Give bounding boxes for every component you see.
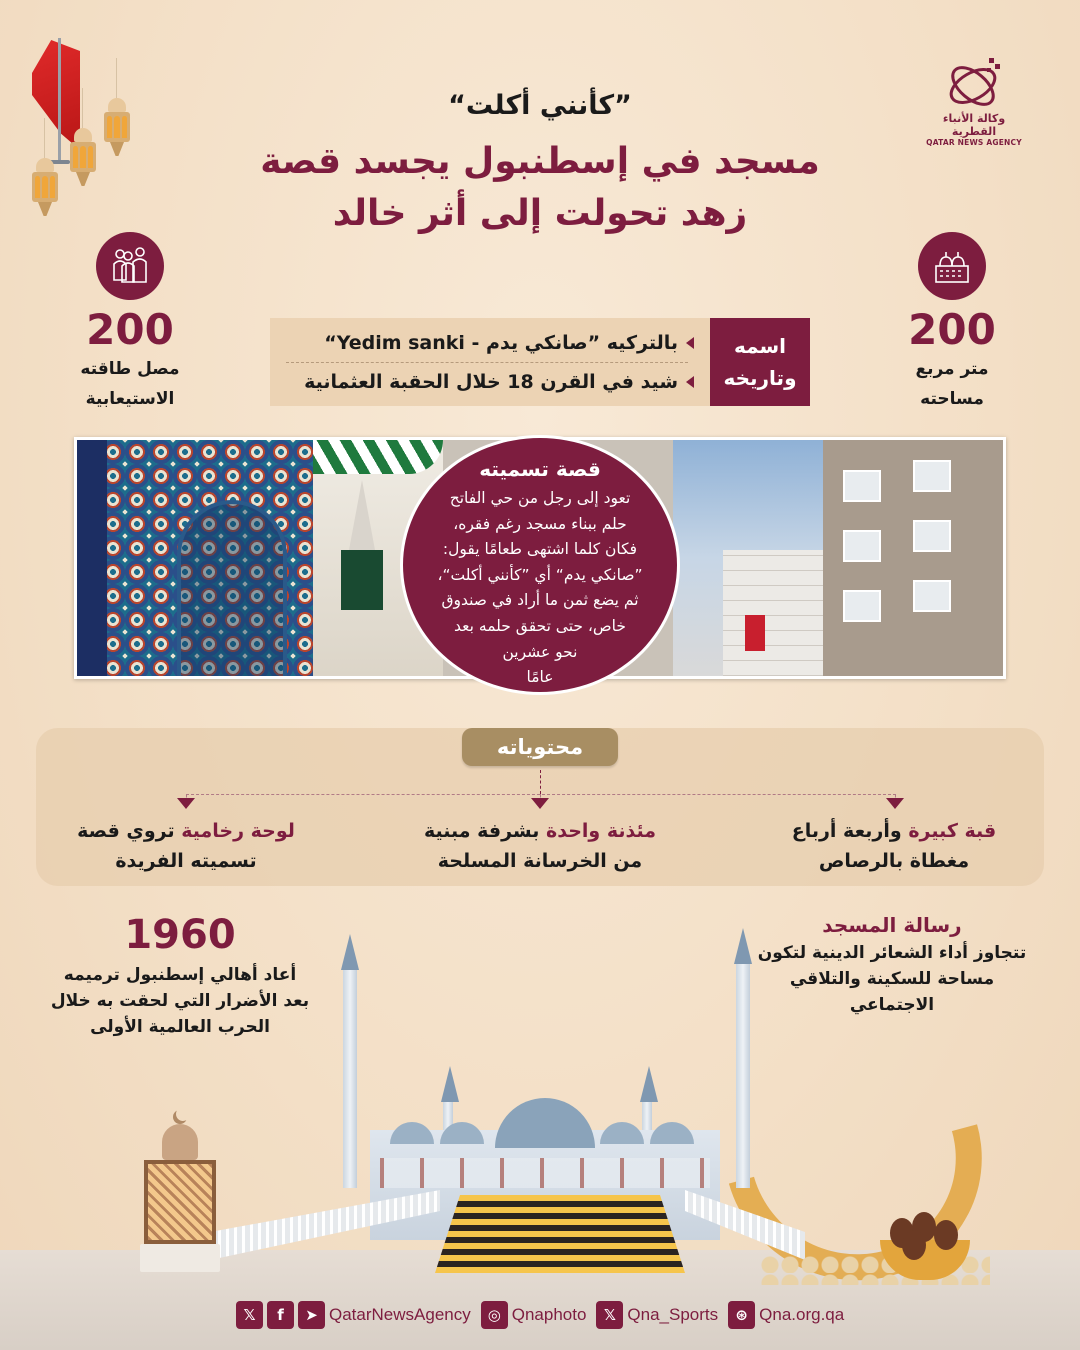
- restoration-year: 1960: [124, 912, 236, 958]
- social-handle-qnaphoto[interactable]: Qnaphoto: [511, 1305, 587, 1324]
- message-line: تتجاوز أداء الشعائر الدينية لتكون: [757, 943, 1027, 963]
- item-highlight: مئذنة واحدة: [546, 820, 657, 842]
- area-value: 200: [908, 305, 996, 354]
- restoration-line: أعاد أهالي إسطنبول ترميمه: [63, 965, 297, 985]
- story-line: ثم يضع ثمن ما أراد في صندوق: [441, 591, 639, 610]
- dates-bowl-icon: [870, 1210, 980, 1280]
- area-label-1: متر مربع: [915, 359, 989, 379]
- title-line-2: زهد تحولت إلى أثر خالد: [332, 193, 748, 234]
- restoration-block: [50, 910, 310, 1040]
- name-history-row: [286, 363, 694, 401]
- area-stat: [882, 232, 1022, 414]
- instagram-icon[interactable]: ◎: [481, 1301, 508, 1329]
- story-line: ”صانكي يدم“ أي ”كأنني أكلت“،: [437, 565, 643, 584]
- message-title: رسالة المسجد: [822, 913, 962, 937]
- lit-stairs: [435, 1195, 685, 1273]
- bullet-arrow-icon: [686, 376, 694, 388]
- arrow-down-icon: [886, 798, 904, 809]
- worshippers-icon: [96, 232, 164, 300]
- message-line: مساحة للسكينة والتلاقي: [789, 969, 995, 989]
- tag-line-2: وتاريخه: [723, 366, 797, 390]
- contents-item-plaque: [56, 816, 316, 876]
- item-text: من الخرسانة المسلحة: [437, 850, 643, 872]
- story-line: حلم ببناء مسجد رغم فقره،: [453, 514, 627, 533]
- capacity-stat: [60, 232, 200, 414]
- story-line: تعود إلى رجل من حي الفاتح: [449, 489, 631, 507]
- name-history-rows: [270, 318, 710, 406]
- telegram-icon[interactable]: ➤: [298, 1301, 325, 1329]
- web-icon[interactable]: ⊛: [728, 1301, 755, 1329]
- story-line: عامًا: [526, 668, 554, 687]
- message-line: الاجتماعي: [849, 995, 935, 1015]
- item-text: تروي قصة: [77, 820, 182, 842]
- naming-story-circle: [400, 435, 680, 695]
- name-history-box: [270, 318, 810, 406]
- arrow-down-icon: [531, 798, 549, 809]
- capacity-label-2: الاستيعابية: [85, 389, 175, 409]
- mosque-exterior-photo: [673, 440, 1003, 676]
- subtitle: ”كأنني أكلت“: [448, 90, 632, 121]
- item-text: تسميته الفريدة: [115, 850, 257, 872]
- social-handle-qatarnewsagency[interactable]: QatarNewsAgency: [329, 1305, 471, 1324]
- social-footer: [236, 1300, 850, 1330]
- built-date-text: شيد في القرن 18 خلال الحقبة العثمانية: [304, 370, 678, 393]
- tag-line-1: اسمه: [733, 334, 787, 358]
- name-history-row: [286, 324, 694, 362]
- story-line: نحو عشرين: [502, 642, 578, 661]
- page-title: [0, 136, 1080, 240]
- bullet-arrow-icon: [686, 337, 694, 349]
- mosque-icon: [918, 232, 986, 300]
- social-handle-qna-sports[interactable]: Qna_Sports: [627, 1305, 719, 1324]
- logo-english-name: QATAR NEWS AGENCY: [926, 138, 1022, 147]
- item-highlight: قبة كبيرة: [908, 820, 997, 842]
- facebook-icon[interactable]: f: [267, 1301, 294, 1329]
- message-text: [752, 940, 1032, 1018]
- restoration-text: [50, 962, 310, 1040]
- contents-title: محتوياته: [462, 728, 618, 766]
- capacity-value: 200: [86, 305, 174, 354]
- title-line-1: مسجد في إسطنبول يجسد قصة: [260, 141, 820, 182]
- contents-item-dome: [764, 816, 1024, 876]
- restoration-line: بعد الأضرار التي لحقت به خلال: [50, 991, 310, 1011]
- contents-panel: [36, 728, 1044, 886]
- turkish-name-text: بالتركيه ”صانكي يدم - Yedim sanki“: [324, 331, 678, 354]
- item-text: وأربعة أرباع: [791, 820, 909, 842]
- item-highlight: لوحة رخامية: [181, 820, 295, 842]
- capacity-label-1: مصل طاقته: [80, 359, 180, 379]
- contents-item-minaret: [410, 816, 670, 876]
- story-body: [403, 486, 677, 691]
- connector-line: [540, 770, 541, 794]
- story-line: فكان كلما اشتهى طعامًا يقول:: [442, 540, 638, 559]
- mosque-message-block: [752, 910, 1032, 1018]
- website-link[interactable]: Qna.org.qa: [759, 1305, 845, 1324]
- interior-tiles-photo: [77, 440, 313, 676]
- area-label-2: مساحته: [920, 389, 984, 409]
- item-text: مغطاة بالرصاص: [818, 850, 970, 872]
- lantern-icon: [140, 1110, 220, 1270]
- logo-arabic-name: وكالة الأنباء القطرية: [942, 112, 1006, 138]
- restoration-line: الحرب العالمية الأولى: [90, 1017, 270, 1037]
- story-title: قصة تسميته: [479, 457, 601, 481]
- arrow-down-icon: [177, 798, 195, 809]
- x-icon[interactable]: 𝕏: [236, 1301, 263, 1329]
- name-history-tag: [710, 318, 810, 406]
- item-text: بشرفة مبنية: [423, 820, 547, 842]
- story-line: خاص، حتى تحقق حلمه بعد: [454, 616, 626, 635]
- connector-line: [186, 794, 896, 795]
- x-icon[interactable]: 𝕏: [596, 1301, 623, 1329]
